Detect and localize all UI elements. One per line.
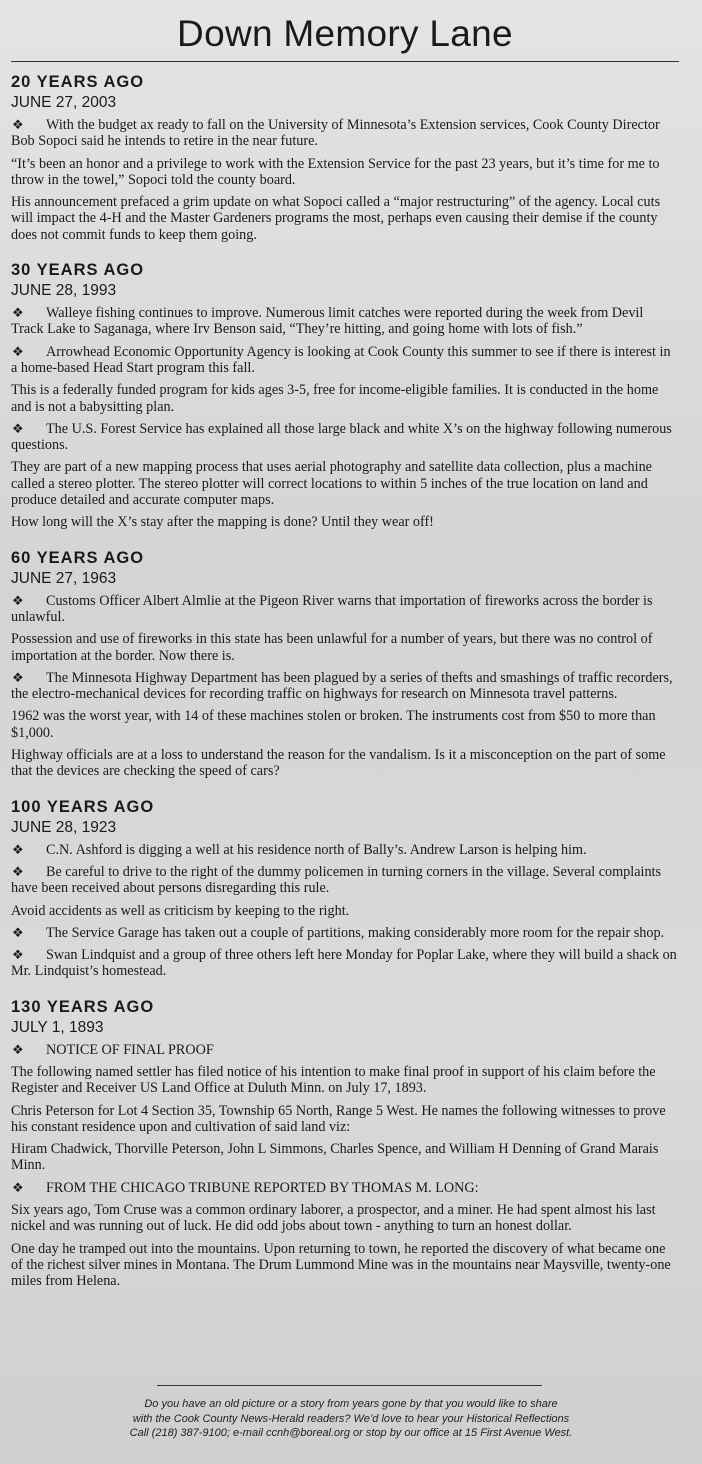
year-section [11,548,679,780]
bullet-item [11,117,679,150]
diamond-bullet-icon: ❖ [12,947,24,963]
section-heading: 60 YEARS AGO [11,548,145,567]
year-section [11,797,679,980]
footer-divider [157,1385,542,1386]
paragraph-text: 1962 was the worst year, with 14 of these machines stolen or broken. The instruments cost from $50 to more than $1,000. [11,708,656,741]
paragraph-text: The U.S. Forest Service has explained all those large black and white X’s on the highway following numerous questions. [11,420,672,454]
diamond-bullet-icon: ❖ [12,117,24,132]
section-date: JUNE 28, 1923 [11,818,117,836]
paragraph-text: With the budget ax ready to fall on the University of Minnesota’s Extension services, Cook County Director Bob Sopoci said he intends to retire in the near future. [11,117,660,150]
paragraph-text: Swan Lindquist and a group of three others left here Monday for Poplar Lake, where they will build a shack on Mr. Lindquist’s homestead. [11,947,677,980]
paragraph [11,156,679,189]
year-section [11,997,679,1290]
bullet-item [11,925,679,941]
diamond-bullet-icon: ❖ [12,924,24,940]
paragraph-text: Walleye fishing continues to improve. Numerous limit catches were reported during the week from Devil Track Lake to Saganaga, where Irv Benson said, “They’re hitting, and going home with lots of fish.” [11,305,644,338]
section-heading: 30 YEARS AGO [11,261,145,280]
footer-note [0,1397,702,1441]
diamond-bullet-icon: ❖ [12,1179,24,1195]
paragraph [11,382,679,415]
paragraph [11,1141,679,1174]
footer-line: with the Cook County News-Herald readers? We’d love to hear your Historical Reflections [132,1412,570,1425]
paragraph [11,708,679,741]
bullet-item [11,842,679,858]
diamond-bullet-icon: ❖ [12,592,24,608]
paragraph-text: The Minnesota Highway Department has been plagued by a series of thefts and smashings of traffic recorders, the electro-mechanical devices for recording traffic on highways for research on Minnesota travel patterns. [11,669,673,703]
paragraph-text: Be careful to drive to the right of the dummy policemen in turning corners in the village. Several complaints have been received about persons disregarding this rule. [11,863,662,897]
bullet-item [11,593,679,626]
diamond-bullet-icon: ❖ [12,420,24,436]
paragraph-text: FROM THE CHICAGO TRIBUNE REPORTED BY THOMAS M. LONG: [46,1179,479,1196]
bullet-item [11,344,679,377]
paragraph [11,1202,679,1235]
paragraph-text: Customs Officer Albert Almlie at the Pigeon River warns that importation of fireworks across the border is unlawful. [11,592,653,625]
section-date: JULY 1, 1893 [11,1018,104,1036]
bullet-item [11,864,679,897]
paragraph-text: “It’s been an honor and a privilege to work with the Extension Service for the past 23 years, but it’s time for me to throw in the towel,” Sopoci told the county board. [11,155,660,188]
year-section [11,260,679,531]
diamond-bullet-icon: ❖ [12,305,24,321]
year-section [11,72,679,243]
footer-line: Do you have an old picture or a story from years gone by that you would like to share [144,1398,558,1410]
diamond-bullet-icon: ❖ [12,841,24,857]
paragraph [11,459,679,508]
paragraph [11,1241,679,1290]
section-heading: 130 YEARS AGO [11,997,155,1016]
sections-container [11,72,679,1290]
paragraph-text: Highway officials are at a loss to understand the reason for the vandalism. Is it a misconception on the part of some that the devices are checking the speed of cars? [11,747,666,780]
page-title: Down Memory Lane [11,8,679,62]
bullet-item [11,305,679,338]
section-date: JUNE 27, 1963 [11,569,117,587]
paragraph-text: NOTICE OF FINAL PROOF [46,1041,214,1058]
paragraph-text: One day he tramped out into the mountains. Upon returning to town, he reported the discovery of what became one of the richest silver mines in Montana. The Drum Lummond Mine was in the mountains near Maysville, twenty-one miles from Helena. [11,1240,671,1290]
paragraph [11,1103,679,1136]
section-date: JUNE 27, 2003 [11,94,117,111]
paragraph-text: Possession and use of fireworks in this state has been unlawful for a number of years, but there was no control of importation at the border. Now there is. [11,631,653,664]
paragraph [11,194,679,243]
paragraph-text: C.N. Ashford is digging a well at his residence north of Bally’s. Andrew Larson is helping him. [46,841,587,858]
paragraph-text: The Service Garage has taken out a couple of partitions, making considerably more room for the repair shop. [46,924,665,941]
bullet-item [11,421,679,454]
bullet-item [11,670,679,703]
paragraph-text: Hiram Chadwick, Thorville Peterson, John L Simmons, Charles Spence, and William H Denning of Grand Marais Minn. [11,1141,659,1174]
diamond-bullet-icon: ❖ [12,1041,24,1057]
bullet-item [11,1180,679,1196]
paragraph-text: The following named settler has filed notice of his intention to make final proof in support of his claim before the Register and Receiver US Land Office at Duluth Minn. on July 17, 1893. [11,1063,656,1097]
bullet-item [11,1042,679,1058]
bullet-item [11,947,679,980]
paragraph-text: Avoid accidents as well as criticism by keeping to the right. [11,902,350,919]
paragraph [11,903,679,919]
footer-line: Call (218) 387-9100; e-mail ccnh@boreal.org or stop by our office at 15 First Avenue West. [129,1427,573,1439]
diamond-bullet-icon: ❖ [12,343,24,359]
diamond-bullet-icon: ❖ [12,863,24,879]
paragraph-text: They are part of a new mapping process that uses aerial photography and satellite data collection, plus a machine called a stereo plotter. The stereo plotter will correct locations to within 5 inches of the true location on land and produce detailed and accurate computer maps. [11,459,652,509]
section-heading: 20 YEARS AGO [11,73,145,91]
diamond-bullet-icon: ❖ [12,669,24,685]
paragraph-text: His announcement prefaced a grim update on what Sopoci called a “major restructuring” of the agency. Local cuts will impact the 4-H and the Master Gardeners programs the most, perhaps even causing their demise if the county does not commit funds to keep them going. [11,194,661,243]
paragraph [11,514,679,530]
paragraph [11,631,679,664]
paragraph [11,747,679,780]
paragraph-text: Arrowhead Economic Opportunity Agency is looking at Cook County this summer to see if there is interest in a home-based Head Start program this fall. [11,343,671,376]
paragraph-text: Chris Peterson for Lot 4 Section 35, Township 65 North, Range 5 West. He names the following witnesses to prove his constant residence upon and cultivation of said land viz: [11,1102,666,1135]
paragraph-text: This is a federally funded program for kids ages 3-5, free for income-eligible families. It is conducted in the home and is not a babysitting plan. [11,382,659,415]
section-heading: 100 YEARS AGO [11,797,155,816]
paragraph [11,1064,679,1097]
paragraph-text: Six years ago, Tom Cruse was a common ordinary laborer, a prospector, and a miner. He had spent almost his last nickel and was running out of luck. He did odd jobs about town - anything to turn an honest dollar. [11,1202,656,1235]
paragraph-text: How long will the X’s stay after the mapping is done? Until they wear off! [11,514,434,531]
section-date: JUNE 28, 1993 [11,282,117,300]
